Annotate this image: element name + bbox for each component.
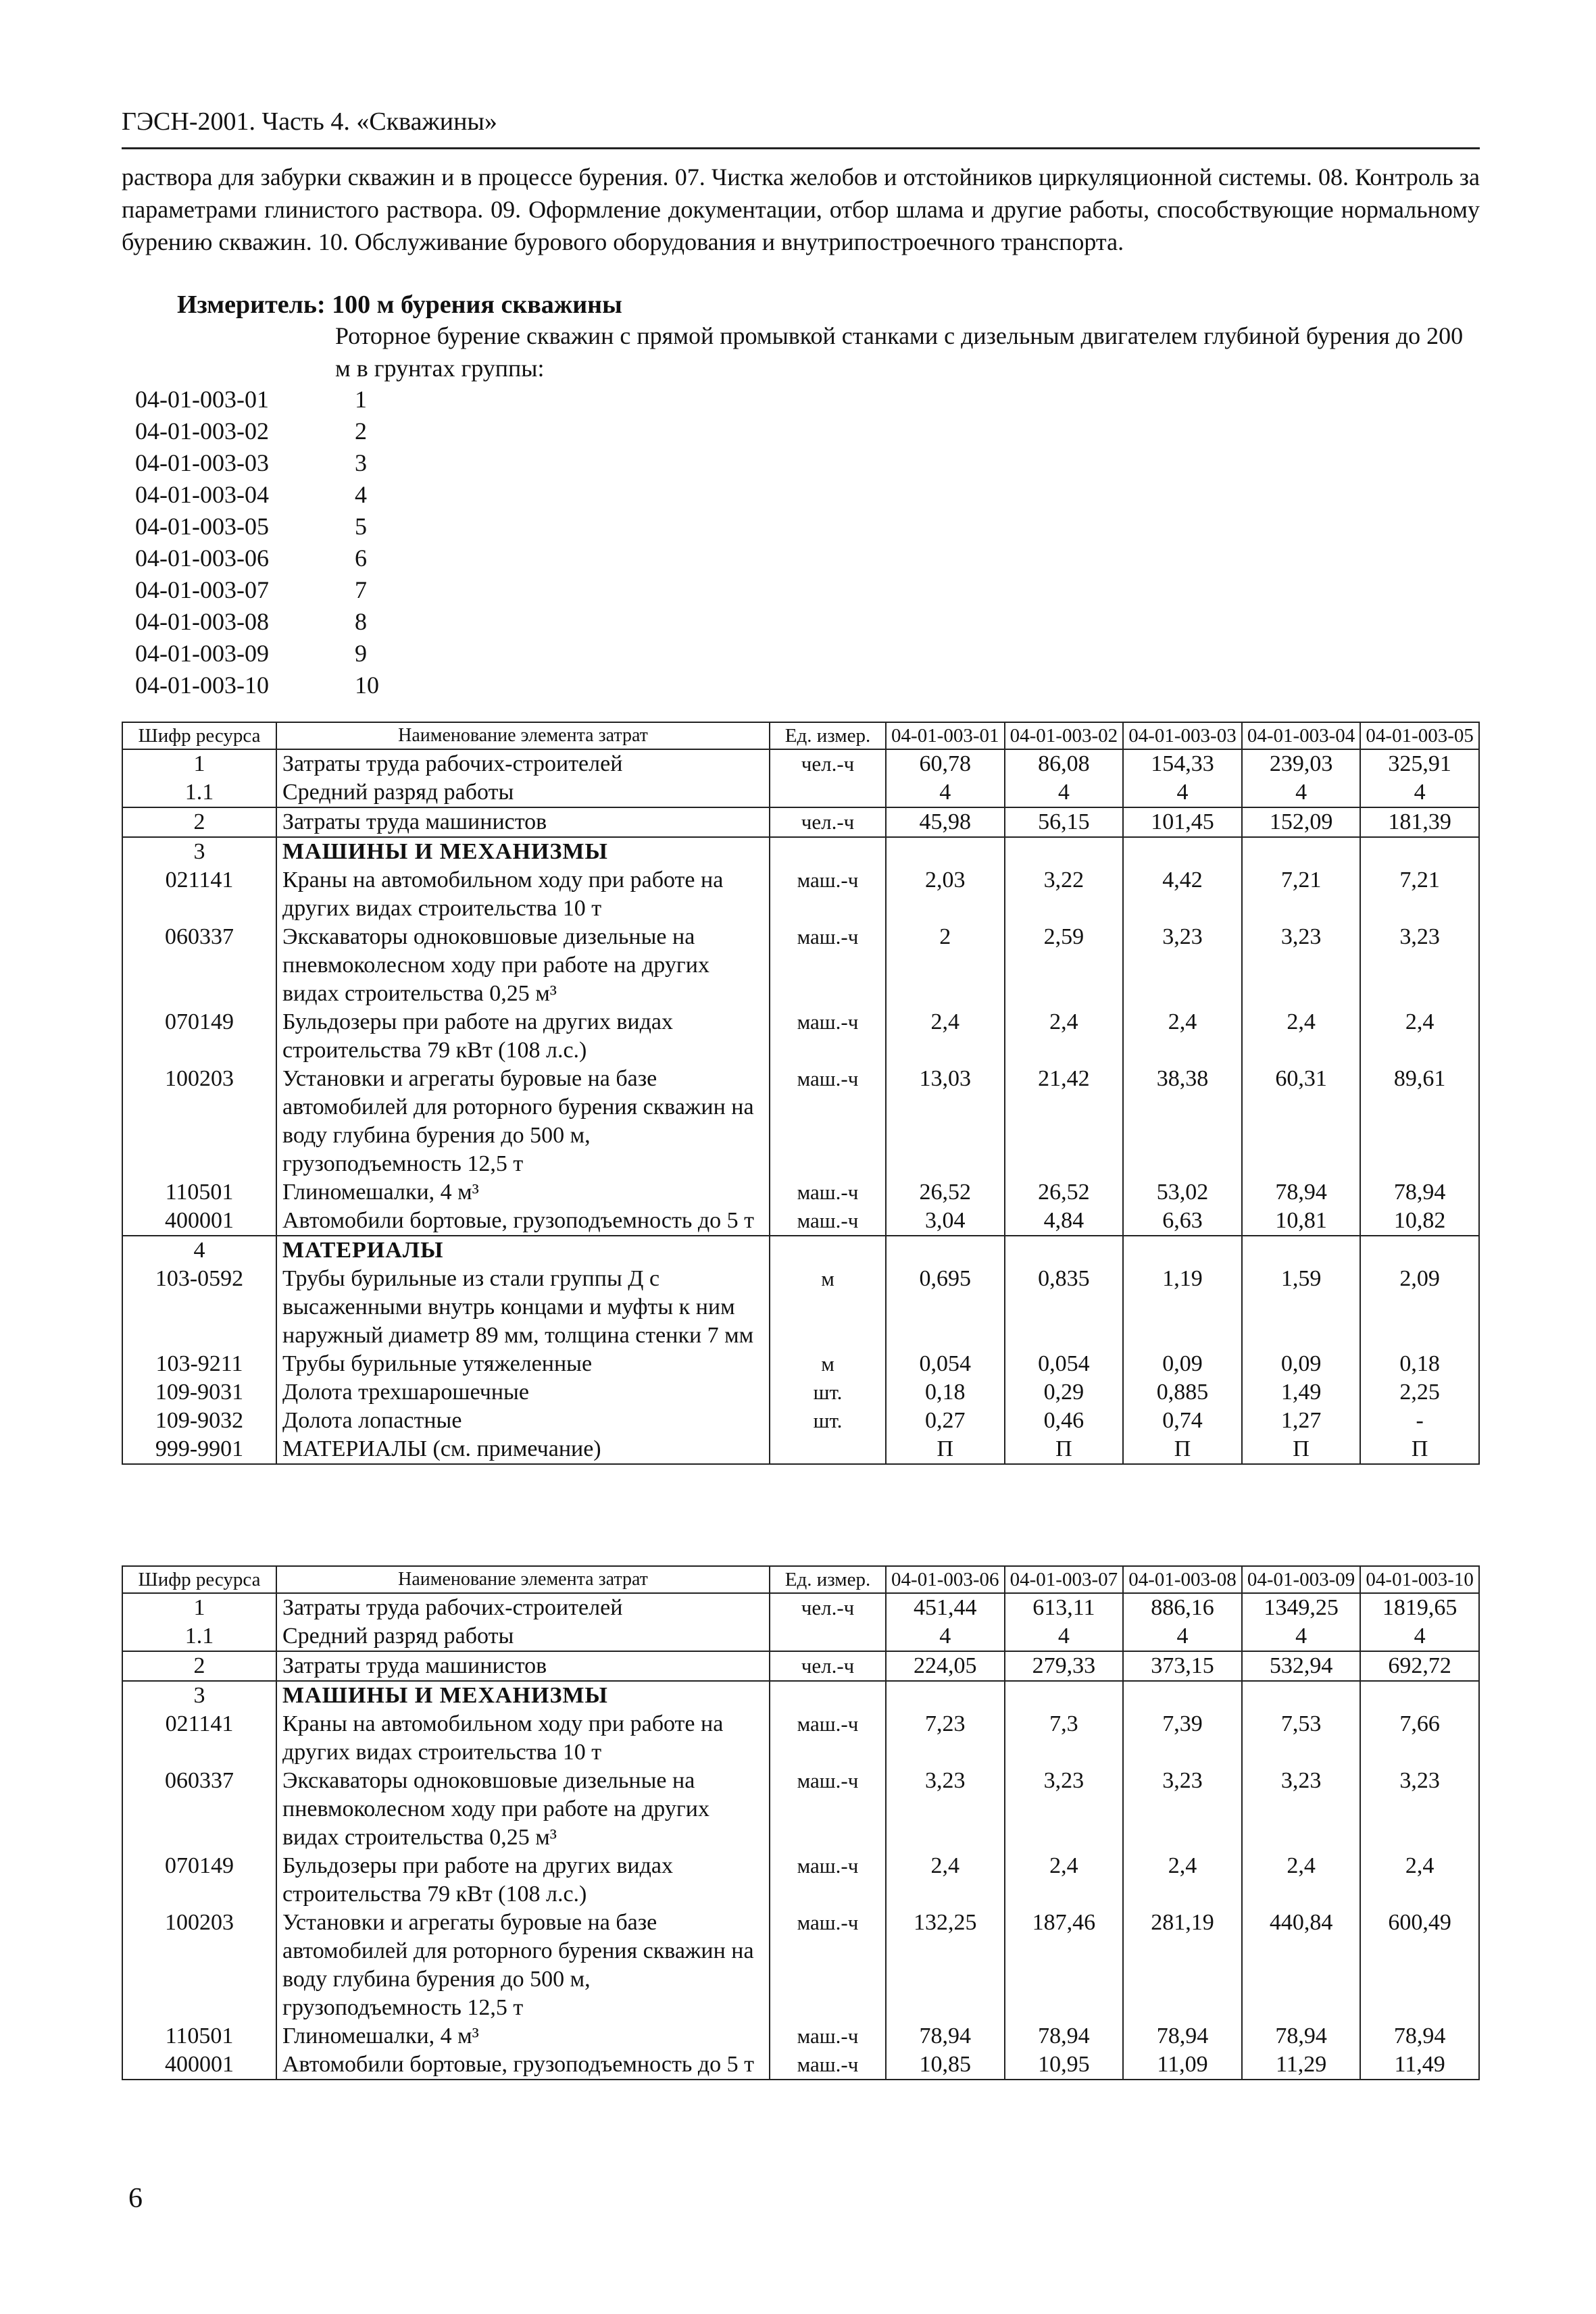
soil-group: 6 — [355, 545, 367, 572]
soil-group: 9 — [355, 640, 367, 667]
value-cell — [1123, 1236, 1242, 1265]
page-title: ГЭСН-2001. Часть 4. «Скважины» — [122, 107, 497, 136]
value-cell: 2,4 — [886, 1008, 1005, 1065]
resource-code-cell: 110501 — [122, 2022, 276, 2051]
table-row — [122, 1767, 1479, 1852]
value-cell: 0,09 — [1242, 1350, 1361, 1378]
code-row — [135, 543, 379, 574]
unit-cell — [770, 1681, 886, 1710]
table-row — [122, 1236, 1479, 1265]
value-cell: 0,29 — [1005, 1378, 1124, 1407]
norm-code: 04-01-003-01 — [135, 386, 269, 413]
value-cell: 4 — [1360, 1622, 1479, 1651]
resource-code-cell: 3 — [122, 1681, 276, 1710]
unit-cell: маш.-ч — [770, 2051, 886, 2080]
soil-group: 10 — [355, 672, 379, 699]
resource-code-cell: 400001 — [122, 1207, 276, 1236]
table-row — [122, 1435, 1479, 1464]
value-cell: 4 — [1242, 778, 1361, 807]
value-cell: 60,31 — [1242, 1065, 1361, 1178]
resource-name-cell: МАШИНЫ И МЕХАНИЗМЫ — [276, 1681, 770, 1710]
value-cell: П — [1242, 1435, 1361, 1464]
soil-group: 7 — [355, 576, 367, 603]
norm-code-column-header: 04-01-003-02 — [1005, 722, 1124, 749]
table-row — [122, 1710, 1479, 1767]
value-cell — [886, 1681, 1005, 1710]
norm-code-column-header: 04-01-003-07 — [1005, 1566, 1124, 1593]
norm-code: 04-01-003-09 — [135, 640, 269, 667]
norm-code: 04-01-003-04 — [135, 481, 269, 508]
value-cell: 89,61 — [1360, 1065, 1479, 1178]
table-header-row — [122, 1566, 1479, 1593]
value-cell: 53,02 — [1123, 1178, 1242, 1207]
value-cell: 0,18 — [1360, 1350, 1479, 1378]
value-cell: 7,39 — [1123, 1710, 1242, 1767]
code-row — [135, 416, 379, 447]
value-cell: 10,95 — [1005, 2051, 1124, 2080]
unit-cell: шт. — [770, 1378, 886, 1407]
resource-name-cell: Установки и агрегаты буровые на базе автомобилей для роторного бурения скважин на воду глубина бурения до 500 м, грузоподъемность 12,5 т — [276, 1065, 770, 1178]
table-row — [122, 1407, 1479, 1435]
code-row — [135, 511, 379, 543]
resource-code-cell: 109-9031 — [122, 1378, 276, 1407]
value-cell: 78,94 — [1123, 2022, 1242, 2051]
name-column-header: Наименование элемента затрат — [276, 1566, 770, 1593]
code-row — [135, 670, 379, 701]
soil-group: 2 — [355, 418, 367, 445]
resource-code-cell: 021141 — [122, 1710, 276, 1767]
unit-cell: м — [770, 1265, 886, 1350]
value-cell: 373,15 — [1123, 1651, 1242, 1681]
resource-code-cell: 1.1 — [122, 778, 276, 807]
value-cell: 7,23 — [886, 1710, 1005, 1767]
name-column-header: Наименование элемента затрат — [276, 722, 770, 749]
table-row — [122, 2051, 1479, 2080]
unit-cell: маш.-ч — [770, 1710, 886, 1767]
value-cell: 2,4 — [1242, 1852, 1361, 1909]
table-row — [122, 1651, 1479, 1681]
value-cell: 451,44 — [886, 1593, 1005, 1622]
value-cell — [886, 1236, 1005, 1265]
code-column-header: Шифр ресурса — [122, 722, 276, 749]
value-cell — [1123, 837, 1242, 866]
soil-group: 8 — [355, 608, 367, 635]
value-cell: П — [1005, 1435, 1124, 1464]
value-cell: 325,91 — [1360, 749, 1479, 778]
value-cell: 7,21 — [1242, 866, 1361, 923]
resource-code-cell: 060337 — [122, 923, 276, 1008]
resource-code-cell: 1.1 — [122, 1622, 276, 1651]
resource-name-cell: Затраты труда машинистов — [276, 1651, 770, 1681]
value-cell — [1360, 837, 1479, 866]
norm-code-column-header: 04-01-003-03 — [1123, 722, 1242, 749]
norm-code-column-header: 04-01-003-01 — [886, 722, 1005, 749]
value-cell: 0,835 — [1005, 1265, 1124, 1350]
resource-code-cell: 110501 — [122, 1178, 276, 1207]
table-row — [122, 749, 1479, 778]
value-cell: 0,09 — [1123, 1350, 1242, 1378]
resource-code-cell: 2 — [122, 807, 276, 837]
value-cell: 0,27 — [886, 1407, 1005, 1435]
page-header — [122, 108, 1480, 149]
norm-code-column-header: 04-01-003-09 — [1242, 1566, 1361, 1593]
resource-code-cell: 3 — [122, 837, 276, 866]
code-row — [135, 479, 379, 511]
value-cell: 101,45 — [1123, 807, 1242, 837]
code-row — [135, 638, 379, 670]
norm-code-column-header: 04-01-003-10 — [1360, 1566, 1479, 1593]
unit-cell: маш.-ч — [770, 923, 886, 1008]
value-cell: 78,94 — [1360, 1178, 1479, 1207]
soil-group: 3 — [355, 449, 367, 476]
value-cell: 0,054 — [886, 1350, 1005, 1378]
value-cell: 3,23 — [1242, 1767, 1361, 1852]
value-cell: 78,94 — [886, 2022, 1005, 2051]
value-cell: 279,33 — [1005, 1651, 1124, 1681]
unit-cell — [770, 837, 886, 866]
value-cell: 224,05 — [886, 1651, 1005, 1681]
resource-name-cell: Долота лопастные — [276, 1407, 770, 1435]
value-cell: 0,18 — [886, 1378, 1005, 1407]
unit-column-header: Ед. измер. — [770, 1566, 886, 1593]
page-number: 6 — [128, 2183, 143, 2214]
value-cell: 4,42 — [1123, 866, 1242, 923]
resource-name-cell: Трубы бурильные из стали группы Д с высаженными внутрь концами и муфты к ним наружный диаметр 89 мм, толщина стенки 7 мм — [276, 1265, 770, 1350]
resource-name-cell: Затраты труда рабочих-строителей — [276, 749, 770, 778]
table-row — [122, 1207, 1479, 1236]
value-cell: 2,4 — [1123, 1852, 1242, 1909]
soil-group: 4 — [355, 481, 367, 508]
resource-name-cell: Бульдозеры при работе на других видах строительства 79 кВт (108 л.с.) — [276, 1008, 770, 1065]
value-cell: 3,23 — [886, 1767, 1005, 1852]
code-list — [135, 384, 379, 701]
unit-cell: чел.-ч — [770, 1651, 886, 1681]
unit-column-header: Ед. измер. — [770, 722, 886, 749]
resource-name-cell: МАТЕРИАЛЫ (см. примечание) — [276, 1435, 770, 1464]
value-cell: 45,98 — [886, 807, 1005, 837]
unit-cell: шт. — [770, 1407, 886, 1435]
value-cell: 2,4 — [1360, 1008, 1479, 1065]
value-cell: 3,23 — [1360, 923, 1479, 1008]
value-cell: 78,94 — [1242, 1178, 1361, 1207]
norm-code-column-header: 04-01-003-04 — [1242, 722, 1361, 749]
value-cell: 11,29 — [1242, 2051, 1361, 2080]
code-column-header: Шифр ресурса — [122, 1566, 276, 1593]
resource-code-cell: 4 — [122, 1236, 276, 1265]
value-cell: 3,04 — [886, 1207, 1005, 1236]
table-row — [122, 1350, 1479, 1378]
value-cell: 1,27 — [1242, 1407, 1361, 1435]
resource-name-cell: МАШИНЫ И МЕХАНИЗМЫ — [276, 837, 770, 866]
resource-name-cell: Средний разряд работы — [276, 778, 770, 807]
value-cell: 152,09 — [1242, 807, 1361, 837]
value-cell: 4 — [886, 1622, 1005, 1651]
resource-name-cell: Средний разряд работы — [276, 1622, 770, 1651]
table-row — [122, 837, 1479, 866]
norm-code: 04-01-003-10 — [135, 672, 269, 699]
value-cell: 4 — [1123, 778, 1242, 807]
value-cell: 600,49 — [1360, 1909, 1479, 2022]
table-row — [122, 866, 1479, 923]
value-cell: 440,84 — [1242, 1909, 1361, 2022]
norm-code-column-header: 04-01-003-08 — [1123, 1566, 1242, 1593]
resource-name-cell: Долота трехшарошечные — [276, 1378, 770, 1407]
value-cell: 78,94 — [1005, 2022, 1124, 2051]
value-cell: 3,23 — [1123, 1767, 1242, 1852]
table-row — [122, 1265, 1479, 1350]
value-cell: 154,33 — [1123, 749, 1242, 778]
resource-name-cell: Установки и агрегаты буровые на базе автомобилей для роторного бурения скважин на воду глубина бурения до 500 м, грузоподъемность 12,5 т — [276, 1909, 770, 2022]
resource-name-cell: Краны на автомобильном ходу при работе на других видах строительства 10 т — [276, 1710, 770, 1767]
value-cell: 2,03 — [886, 866, 1005, 923]
table-row — [122, 1622, 1479, 1651]
resource-code-cell: 2 — [122, 1651, 276, 1681]
code-row — [135, 447, 379, 479]
resource-name-cell: Краны на автомобильном ходу при работе на других видах строительства 10 т — [276, 866, 770, 923]
value-cell: 3,23 — [1123, 923, 1242, 1008]
resource-name-cell: Глиномешалки, 4 м³ — [276, 1178, 770, 1207]
value-cell — [1123, 1681, 1242, 1710]
resource-code-cell: 999-9901 — [122, 1435, 276, 1464]
soil-group: 1 — [355, 386, 367, 413]
unit-cell — [770, 1236, 886, 1265]
value-cell: 0,46 — [1005, 1407, 1124, 1435]
value-cell: 60,78 — [886, 749, 1005, 778]
value-cell: 11,09 — [1123, 2051, 1242, 2080]
resource-code-cell: 103-0592 — [122, 1265, 276, 1350]
resource-name-cell: Трубы бурильные утяжеленные — [276, 1350, 770, 1378]
table-row — [122, 923, 1479, 1008]
value-cell: 886,16 — [1123, 1593, 1242, 1622]
table-row — [122, 1681, 1479, 1710]
resource-code-cell: 1 — [122, 1593, 276, 1622]
value-cell — [1005, 1236, 1124, 1265]
resource-name-cell: Экскаваторы одноковшовые дизельные на пневмоколесном ходу при работе на других видах строительства 0,25 м³ — [276, 923, 770, 1008]
value-cell: 86,08 — [1005, 749, 1124, 778]
value-cell: 7,66 — [1360, 1710, 1479, 1767]
value-cell: 4,84 — [1005, 1207, 1124, 1236]
unit-cell: маш.-ч — [770, 1909, 886, 2022]
value-cell: 2,4 — [1005, 1852, 1124, 1909]
resource-name-cell: Экскаваторы одноковшовые дизельные на пневмоколесном ходу при работе на других видах строительства 0,25 м³ — [276, 1767, 770, 1852]
value-cell: 26,52 — [1005, 1178, 1124, 1207]
unit-cell: маш.-ч — [770, 866, 886, 923]
value-cell: 10,82 — [1360, 1207, 1479, 1236]
value-cell: 4 — [1123, 1622, 1242, 1651]
value-cell: 78,94 — [1242, 2022, 1361, 2051]
unit-cell: маш.-ч — [770, 1207, 886, 1236]
resource-code-cell: 400001 — [122, 2051, 276, 2080]
value-cell: 187,46 — [1005, 1909, 1124, 2022]
resource-name-cell: Глиномешалки, 4 м³ — [276, 2022, 770, 2051]
value-cell: П — [1123, 1435, 1242, 1464]
table-row — [122, 1852, 1479, 1909]
value-cell: - — [1360, 1407, 1479, 1435]
resource-table-2 — [122, 1565, 1480, 2080]
unit-cell: м — [770, 1350, 886, 1378]
value-cell: 4 — [1005, 778, 1124, 807]
value-cell — [1360, 1236, 1479, 1265]
value-cell: 2,4 — [1360, 1852, 1479, 1909]
intro-paragraph: раствора для забурки скважин и в процессе бурения. 07. Чистка желобов и отстойников циркуляционной системы. 08. Контроль за параметрами глинистого раствора. 09. Оформление документации, отбор шлама и другие работы, способствующие нормальному бурению скважин. 10. Обслуживание бурового оборудования и внутрипостроечного транспорта. — [122, 164, 1480, 255]
table-row — [122, 1593, 1479, 1622]
value-cell: 281,19 — [1123, 1909, 1242, 2022]
unit-cell — [770, 1622, 886, 1651]
norm-code-column-header: 04-01-003-05 — [1360, 722, 1479, 749]
value-cell: 3,23 — [1360, 1767, 1479, 1852]
unit-cell: чел.-ч — [770, 807, 886, 837]
resource-code-cell: 021141 — [122, 866, 276, 923]
norm-code: 04-01-003-03 — [135, 449, 269, 476]
norm-code: 04-01-003-02 — [135, 418, 269, 445]
value-cell: 13,03 — [886, 1065, 1005, 1178]
unit-cell: маш.-ч — [770, 1178, 886, 1207]
value-cell: 239,03 — [1242, 749, 1361, 778]
value-cell: 2,4 — [1123, 1008, 1242, 1065]
value-cell: 3,22 — [1005, 866, 1124, 923]
value-cell: 132,25 — [886, 1909, 1005, 2022]
unit-cell: маш.-ч — [770, 1008, 886, 1065]
soil-group: 5 — [355, 513, 367, 540]
resource-code-cell: 070149 — [122, 1008, 276, 1065]
resource-code-cell: 060337 — [122, 1767, 276, 1852]
norm-code: 04-01-003-05 — [135, 513, 269, 540]
value-cell: 4 — [1005, 1622, 1124, 1651]
unit-cell: чел.-ч — [770, 749, 886, 778]
value-cell: 0,74 — [1123, 1407, 1242, 1435]
table-row — [122, 1008, 1479, 1065]
norm-code: 04-01-003-07 — [135, 576, 269, 603]
value-cell — [886, 837, 1005, 866]
value-cell: 692,72 — [1360, 1651, 1479, 1681]
table-row — [122, 2022, 1479, 2051]
table-row — [122, 1065, 1479, 1178]
value-cell: 6,63 — [1123, 1207, 1242, 1236]
resource-code-cell: 1 — [122, 749, 276, 778]
resource-name-cell: Автомобили бортовые, грузоподъемность до 5 т — [276, 1207, 770, 1236]
code-row — [135, 606, 379, 638]
value-cell: 38,38 — [1123, 1065, 1242, 1178]
value-cell: 4 — [886, 778, 1005, 807]
table-header-row — [122, 722, 1479, 749]
value-cell: 0,885 — [1123, 1378, 1242, 1407]
value-cell: 613,11 — [1005, 1593, 1124, 1622]
value-cell: 78,94 — [1360, 2022, 1479, 2051]
value-cell: 2,4 — [1242, 1008, 1361, 1065]
unit-cell: маш.-ч — [770, 1065, 886, 1178]
resource-code-cell: 100203 — [122, 1065, 276, 1178]
value-cell: П — [886, 1435, 1005, 1464]
resource-table-1 — [122, 722, 1480, 1465]
value-cell: 2,09 — [1360, 1265, 1479, 1350]
value-cell: 4 — [1242, 1622, 1361, 1651]
value-cell: 532,94 — [1242, 1651, 1361, 1681]
variant-description: Роторное бурение скважин с прямой промывкой станками с дизельным двигателем глубиной бурения до 200 м в грунтах группы: — [335, 322, 1464, 382]
value-cell: 3,23 — [1242, 923, 1361, 1008]
value-cell: 2,4 — [886, 1852, 1005, 1909]
value-cell: 11,49 — [1360, 2051, 1479, 2080]
table-row — [122, 1909, 1479, 2022]
resource-name-cell: Бульдозеры при работе на других видах строительства 79 кВт (108 л.с.) — [276, 1852, 770, 1909]
value-cell — [1242, 1681, 1361, 1710]
resource-code-cell: 103-9211 — [122, 1350, 276, 1378]
value-cell: П — [1360, 1435, 1479, 1464]
value-cell: 181,39 — [1360, 807, 1479, 837]
resource-name-cell: МАТЕРИАЛЫ — [276, 1236, 770, 1265]
value-cell: 10,81 — [1242, 1207, 1361, 1236]
unit-cell: маш.-ч — [770, 2022, 886, 2051]
table-row — [122, 807, 1479, 837]
resource-name-cell: Затраты труда машинистов — [276, 807, 770, 837]
unit-cell: чел.-ч — [770, 1593, 886, 1622]
value-cell: 1,59 — [1242, 1265, 1361, 1350]
value-cell: 10,85 — [886, 2051, 1005, 2080]
value-cell: 56,15 — [1005, 807, 1124, 837]
unit-cell: маш.-ч — [770, 1852, 886, 1909]
value-cell — [1005, 1681, 1124, 1710]
value-cell: 1349,25 — [1242, 1593, 1361, 1622]
value-cell: 2,4 — [1005, 1008, 1124, 1065]
unit-cell — [770, 778, 886, 807]
value-cell: 7,21 — [1360, 866, 1479, 923]
value-cell — [1005, 837, 1124, 866]
resource-code-cell: 070149 — [122, 1852, 276, 1909]
value-cell: 7,3 — [1005, 1710, 1124, 1767]
value-cell: 2,59 — [1005, 923, 1124, 1008]
value-cell — [1242, 1236, 1361, 1265]
code-row — [135, 384, 379, 416]
unit-cell: маш.-ч — [770, 1767, 886, 1852]
code-row — [135, 574, 379, 606]
value-cell: 3,23 — [1005, 1767, 1124, 1852]
value-cell: 21,42 — [1005, 1065, 1124, 1178]
value-cell — [1242, 837, 1361, 866]
resource-name-cell: Автомобили бортовые, грузоподъемность до 5 т — [276, 2051, 770, 2080]
value-cell: 7,53 — [1242, 1710, 1361, 1767]
value-cell: 2 — [886, 923, 1005, 1008]
value-cell: 1,19 — [1123, 1265, 1242, 1350]
resource-code-cell: 100203 — [122, 1909, 276, 2022]
norm-code-column-header: 04-01-003-06 — [886, 1566, 1005, 1593]
value-cell: 2,25 — [1360, 1378, 1479, 1407]
value-cell: 4 — [1360, 778, 1479, 807]
value-cell — [1360, 1681, 1479, 1710]
table-row — [122, 1178, 1479, 1207]
norm-code: 04-01-003-06 — [135, 545, 269, 572]
value-cell: 26,52 — [886, 1178, 1005, 1207]
table-row — [122, 778, 1479, 807]
norm-code: 04-01-003-08 — [135, 608, 269, 635]
table-row — [122, 1378, 1479, 1407]
value-cell: 0,695 — [886, 1265, 1005, 1350]
resource-code-cell: 109-9032 — [122, 1407, 276, 1435]
resource-name-cell: Затраты труда рабочих-строителей — [276, 1593, 770, 1622]
unit-cell — [770, 1435, 886, 1464]
value-cell: 1,49 — [1242, 1378, 1361, 1407]
value-cell: 1819,65 — [1360, 1593, 1479, 1622]
measure-label: Измеритель: 100 м бурения скважины — [177, 291, 622, 319]
value-cell: 0,054 — [1005, 1350, 1124, 1378]
